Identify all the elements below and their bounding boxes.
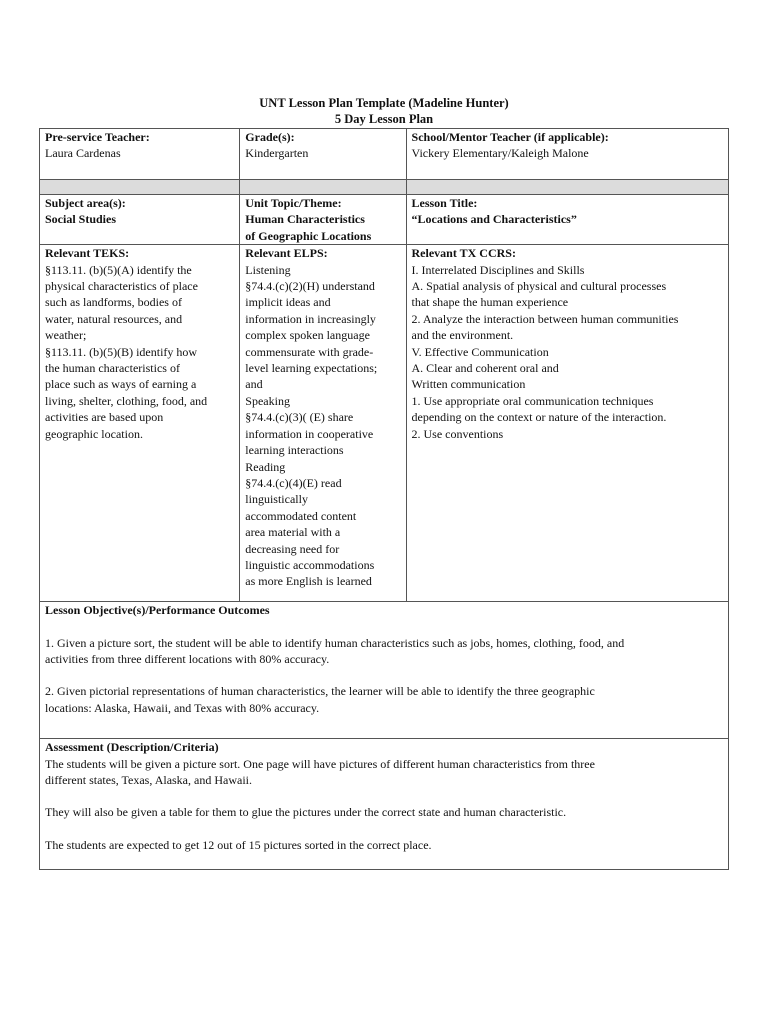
elps-line: complex spoken language	[245, 328, 370, 343]
teks-line: §113.11. (b)(5)(A) identify the	[45, 262, 192, 277]
teks-line: place such as ways of earning a	[45, 377, 197, 392]
elps-line: decreasing need for	[245, 541, 340, 556]
teks-cell	[40, 245, 240, 602]
elps-line: §74.4.(c)(4)(E) read	[245, 475, 342, 490]
teks-line: geographic location.	[45, 426, 143, 441]
standards-row	[40, 245, 729, 602]
ccrs-line: Written communication	[411, 377, 526, 392]
ccrs-line: I. Interrelated Disciplines and Skills	[411, 262, 585, 277]
lesson-plan-table	[39, 128, 729, 870]
elps-line: accommodated content	[245, 508, 357, 523]
objectives-cell	[40, 602, 729, 739]
lesson-title-cell	[406, 195, 728, 245]
ccrs-line: 1. Use appropriate oral communication techniques	[411, 393, 654, 408]
elps-line: linguistically	[245, 492, 308, 507]
subject-value: Social Studies	[45, 212, 117, 227]
lesson-title-value: “Locations and Characteristics”	[411, 212, 577, 227]
school-cell	[406, 129, 728, 180]
topic-line: of Geographic Locations	[245, 228, 372, 243]
teacher-cell	[40, 129, 240, 180]
teks-line: weather;	[45, 328, 87, 343]
elps-line: learning interactions	[245, 443, 344, 458]
topic-line: Human Characteristics	[245, 212, 365, 227]
ccrs-line: and the environment.	[411, 328, 514, 343]
teacher-label: Pre-service Teacher:	[45, 130, 150, 144]
ccrs-line: depending on the context or nature of the interaction.	[411, 410, 667, 425]
subject-label: Subject area(s):	[45, 196, 126, 210]
grade-cell	[240, 129, 406, 180]
elps-line: commensurate with grade-	[245, 344, 374, 359]
shaded-cell	[40, 180, 240, 195]
shaded-cell	[240, 180, 406, 195]
elps-line: Speaking	[245, 393, 290, 408]
school-label: School/Mentor Teacher (if applicable):	[411, 130, 609, 144]
ccrs-label: Relevant TX CCRS:	[411, 246, 516, 261]
teks-line: activities are based upon	[45, 410, 164, 425]
lesson-title-label: Lesson Title:	[411, 196, 478, 210]
ccrs-line: A. Clear and coherent oral and	[411, 361, 559, 376]
elps-label: Relevant ELPS:	[245, 246, 328, 261]
elps-line: level learning expectations;	[245, 361, 378, 376]
elps-cell	[240, 245, 406, 602]
elps-line: implicit ideas and	[245, 295, 331, 310]
elps-line: §74.4.(c)(2)(H) understand	[245, 279, 375, 294]
assessment-line: The students are expected to get 12 out of 15 pictures sorted in the correct place.	[45, 837, 432, 852]
ccrs-line: A. Spatial analysis of physical and cultural processes	[411, 279, 667, 294]
teks-line: physical characteristics of place	[45, 279, 198, 294]
topic-label: Unit Topic/Theme:	[245, 196, 342, 210]
teks-line: water, natural resources, and	[45, 311, 183, 326]
ccrs-line: V. Effective Communication	[411, 344, 549, 359]
grade-value: Kindergarten	[245, 146, 309, 161]
objective-line: 2. Given pictorial representations of human characteristics, the learner will be able to identify the three geographic	[45, 684, 595, 699]
objectives-label: Lesson Objective(s)/Performance Outcomes	[45, 603, 270, 618]
ccrs-cell	[406, 245, 728, 602]
elps-line: and	[245, 377, 263, 392]
elps-line: Listening	[245, 262, 291, 277]
elps-line: as more English is learned	[245, 574, 372, 589]
objective-line: locations: Alaska, Hawaii, and Texas with 80% accuracy.	[45, 700, 320, 715]
document-subtitle: 5 Day Lesson Plan	[334, 112, 434, 126]
assessment-line: different states, Texas, Alaska, and Hawaii.	[45, 773, 252, 788]
grade-label: Grade(s):	[245, 130, 295, 144]
school-value: Vickery Elementary/Kaleigh Malone	[411, 146, 589, 161]
elps-line: information in increasingly	[245, 311, 376, 326]
shaded-divider-row	[40, 180, 729, 195]
objective-line: 1. Given a picture sort, the student will be able to identify human characteristics such as jobs, homes, clothing, food, and	[45, 635, 625, 650]
header-info-row	[40, 129, 729, 180]
shaded-cell	[406, 180, 728, 195]
assessment-row	[40, 739, 729, 870]
ccrs-line: 2. Analyze the interaction between human communities	[411, 311, 679, 326]
objectives-row	[40, 602, 729, 739]
subject-row	[40, 195, 729, 245]
elps-line: area material with a	[245, 525, 341, 540]
teks-line: §113.11. (b)(5)(B) identify how	[45, 344, 198, 359]
assessment-label: Assessment (Description/Criteria)	[45, 740, 219, 755]
teks-label: Relevant TEKS:	[45, 246, 130, 261]
teks-line: living, shelter, clothing, food, and	[45, 393, 208, 408]
subject-cell	[40, 195, 240, 245]
elps-line: §74.4.(c)(3)( (E) share	[245, 410, 354, 425]
teacher-value: Laura Cardenas	[45, 146, 121, 161]
assessment-cell	[40, 739, 729, 870]
assessment-line: The students will be given a picture sort. One page will have pictures of different human characteristics from three	[45, 756, 595, 771]
teks-line: such as landforms, bodies of	[45, 295, 182, 310]
ccrs-line: that shape the human experience	[411, 295, 569, 310]
teks-line: the human characteristics of	[45, 361, 180, 376]
ccrs-line: 2. Use conventions	[411, 426, 504, 441]
elps-line: Reading	[245, 459, 286, 474]
document-title: UNT Lesson Plan Template (Madeline Hunter)	[259, 96, 509, 110]
elps-line: information in cooperative	[245, 426, 374, 441]
topic-cell	[240, 195, 406, 245]
assessment-line: They will also be given a table for them to glue the pictures under the correct state and human characteristic.	[45, 805, 567, 820]
elps-line: linguistic accommodations	[245, 557, 375, 572]
objective-line: activities from three different locations with 80% accuracy.	[45, 652, 330, 667]
